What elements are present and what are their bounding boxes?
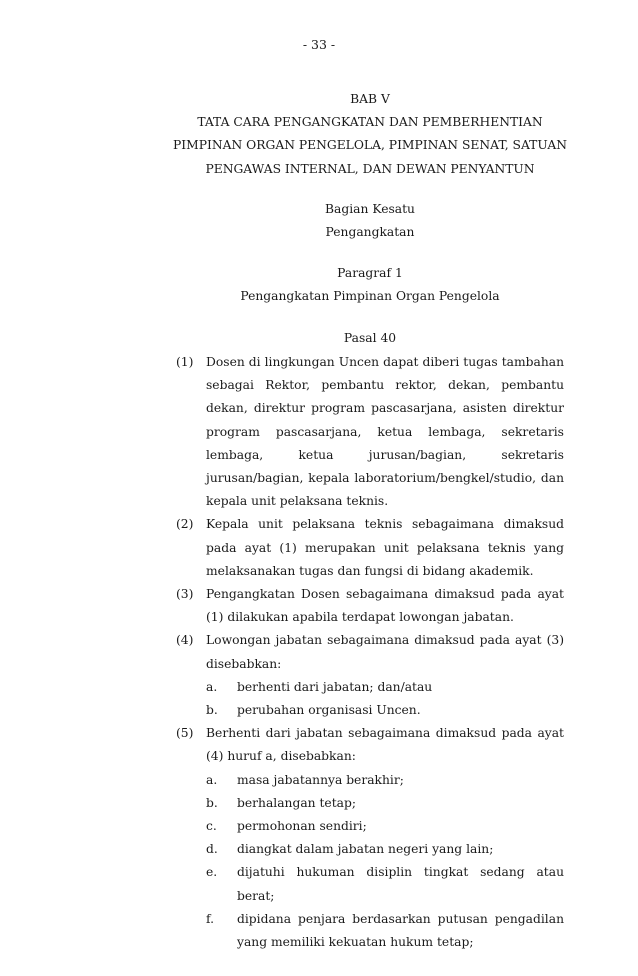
article-title: Pasal 40: [343, 331, 397, 345]
sublist-letter: c.: [206, 819, 217, 834]
sublist-text: dipidana penjara berdasarkan putusan pengadilan yang memiliki kekuatan hukum tetap;: [237, 911, 564, 950]
sublist-text: perubahan organisasi Uncen.: [237, 703, 421, 718]
chapter-number: BAB V: [350, 92, 390, 106]
section-title: Pengangkatan: [325, 225, 415, 240]
sublist-text: dijatuhi hukuman disiplin tingkat sedang atau berat;: [237, 865, 564, 903]
sublist-text: masa jabatannya berakhir;: [237, 772, 404, 787]
article-heading: [100, 327, 638, 350]
sublist-text: permohonan sendiri;: [237, 819, 367, 834]
clause-sublist: [206, 769, 564, 955]
clause: [176, 629, 564, 722]
section-label: Bagian Kesatu: [325, 202, 415, 216]
sublist-item: [206, 676, 564, 699]
paragraph-title: Pengangkatan Pimpinan Organ Pengelola: [240, 289, 500, 304]
clause-text: Dosen di lingkungan Uncen dapat diberi tugas tambahan sebagai Rektor, pembantu rektor, dekan, pembantu dekan, direktur program pascasarjana, asisten direktur program pascasarjana, ketua lembaga, sekretaris lembaga, ketua jurusan/bagian, sekretaris jurusan/bagian, kepala laboratorium/bengkel/studio, dan kepala unit pelaksana teknis.: [206, 355, 564, 509]
sublist-letter: d.: [206, 842, 218, 857]
sublist-letter: b.: [206, 703, 218, 718]
clause: [176, 351, 564, 513]
sublist-item: [206, 861, 564, 907]
clause-number: (4): [176, 633, 194, 648]
clause: [176, 722, 564, 954]
page-number: - 33 -: [302, 37, 336, 52]
sublist-item: [206, 769, 564, 792]
article-clauses: [176, 351, 564, 954]
paragraph-heading: [100, 262, 638, 308]
chapter-title-line: PENGAWAS INTERNAL, DAN DEWAN PENYANTUN: [205, 161, 535, 176]
sublist-item: [206, 792, 564, 815]
clause: [176, 513, 564, 583]
paragraph-label: Paragraf 1: [337, 266, 403, 280]
chapter-title-line: PIMPINAN ORGAN PENGELOLA, PIMPINAN SENAT, SATUAN: [173, 138, 567, 153]
section-heading: [100, 198, 638, 244]
clause-number: (1): [176, 355, 194, 369]
clause-sublist: [206, 676, 564, 722]
clause-number: (2): [176, 517, 194, 532]
clause-number: (5): [176, 726, 194, 741]
chapter-heading: [100, 88, 638, 181]
sublist-text: berhenti dari jabatan; dan/atau: [237, 679, 433, 694]
sublist-letter: b.: [206, 795, 218, 810]
clause-text: Lowongan jabatan sebagaimana dimaksud pada ayat (3) disebabkan:: [206, 633, 564, 671]
chapter-title-line: TATA CARA PENGANGKATAN DAN PEMBERHENTIAN: [197, 115, 543, 130]
clause-text: Pengangkatan Dosen sebagaimana dimaksud pada ayat (1) dilakukan apabila terdapat lowongan jabatan.: [206, 587, 564, 625]
clause-number: (3): [176, 587, 194, 602]
sublist-text: diangkat dalam jabatan negeri yang lain;: [237, 842, 494, 857]
sublist-item: [206, 699, 564, 722]
sublist-letter: a.: [206, 679, 218, 694]
sublist-item: [206, 838, 564, 861]
sublist-letter: e.: [206, 865, 218, 880]
clause-text: Kepala unit pelaksana teknis sebagaimana dimaksud pada ayat (1) merupakan unit pelaksana teknis yang melaksanakan tugas dan fungsi di bidang akademik.: [206, 517, 564, 578]
sublist-letter: a.: [206, 772, 218, 787]
sublist-letter: f.: [206, 911, 215, 926]
sublist-item: [206, 908, 564, 954]
clause: [176, 583, 564, 629]
sublist-text: berhalangan tetap;: [237, 795, 356, 810]
clause-text: Berhenti dari jabatan sebagaimana dimaksud pada ayat (4) huruf a, disebabkan:: [206, 726, 564, 764]
sublist-item: [206, 815, 564, 838]
